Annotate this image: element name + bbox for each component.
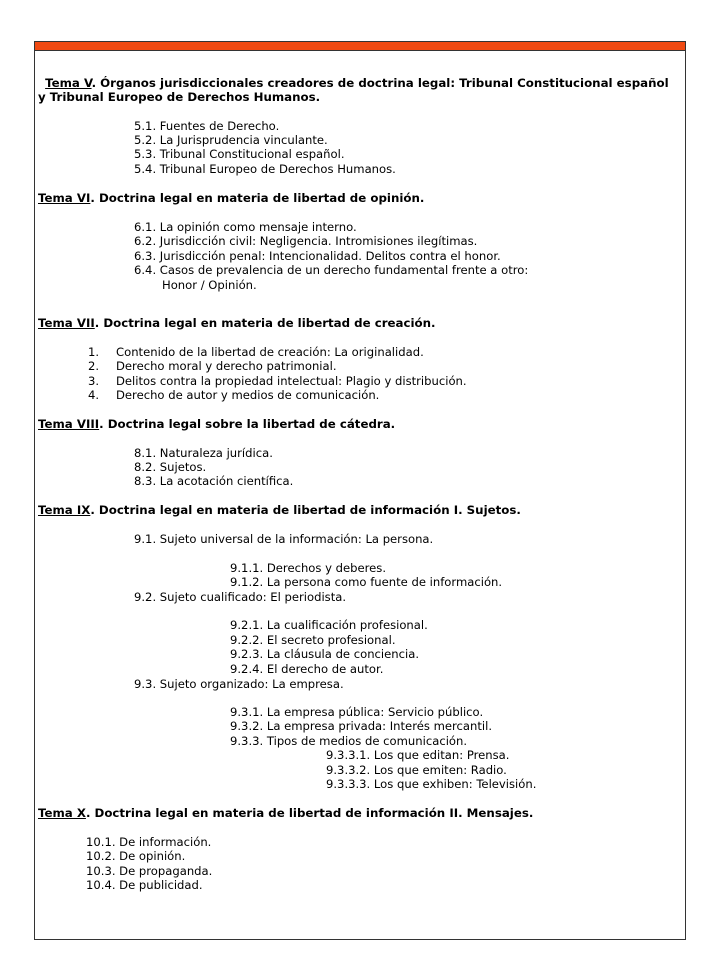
header-color-bar [35,42,685,51]
list-item: 8.2. Sujetos. [134,460,207,474]
list-item: 5.2. La Jurisprudencia vinculante. [134,133,328,147]
list-item: 9.1. Sujeto universal de la información: La persona. [134,532,434,546]
list-item: 9.2.2. El secreto profesional. [230,633,396,647]
list-item: 9.3.2. La empresa privada: Interés mercantil. [230,719,493,733]
tema-x-label: Tema X [38,806,86,820]
list-item: 9.3.3.2. Los que emiten: Radio. [326,763,507,777]
tema-ix-heading [38,503,521,517]
tema-vi-title: . Doctrina legal en materia de libertad de opinión. [90,191,425,205]
tema-ix-label: Tema IX [38,503,91,517]
list-item: 9.2.1. La cualificación profesional. [230,618,428,632]
document-frame [34,41,686,940]
list-item: 10.3. De propaganda. [86,864,213,878]
list-item: 9.2. Sujeto cualificado: El periodista. [134,590,347,604]
tema-viii-title: . Doctrina legal sobre la libertad de cátedra. [99,417,396,431]
list-item: 10.4. De publicidad. [86,878,203,892]
tema-viii-label: Tema VIII [38,417,100,431]
list-item: 5.3. Tribunal Constitucional español. [134,147,345,161]
list-item: Delitos contra la propiedad intelectual: Plagio y distribución. [116,374,467,388]
tema-vi-label: Tema VI [38,191,91,205]
list-item: 10.1. De información. [86,835,212,849]
list-item: 5.4. Tribunal Europeo de Derechos Humanos. [134,162,396,176]
tema-viii-heading [38,417,395,431]
tema-vi-heading [38,191,424,205]
tema-ix-title: . Doctrina legal en materia de libertad de información I. Sujetos. [90,503,521,517]
list-number: 4. [88,388,100,402]
tema-v-heading [41,76,669,90]
list-item: 9.1.2. La persona como fuente de información. [230,575,503,589]
list-item: 9.3.3. Tipos de medios de comunicación. [230,734,468,748]
tema-x-heading [38,806,533,820]
list-item: Derecho de autor y medios de comunicación. [116,388,380,402]
list-item: Derecho moral y derecho patrimonial. [116,359,337,373]
list-item: 9.3.3.1. Los que editan: Prensa. [326,748,510,762]
tema-vii-heading [38,316,436,330]
list-item: 10.2. De opinión. [86,849,186,863]
tema-v-title-line2: y Tribunal Europeo de Derechos Humanos. [38,90,321,104]
tema-v-label: Tema V [45,76,92,90]
tema-v-title-line1: . Órganos jurisdiccionales creadores de doctrina legal: Tribunal Constitucional español [91,76,669,90]
list-number: 3. [88,374,100,388]
list-item: 5.1. Fuentes de Derecho. [134,119,280,133]
list-item: 9.1.1. Derechos y deberes. [230,561,387,575]
list-item: 9.2.4. El derecho de autor. [230,662,384,676]
list-item: 6.1. La opinión como mensaje interno. [134,220,357,234]
list-item: 8.3. La acotación científica. [134,474,294,488]
list-item: 6.4. Casos de prevalencia de un derecho fundamental frente a otro: [134,263,529,277]
list-item: 6.2. Jurisdicción civil: Negligencia. Intromisiones ilegítimas. [134,234,478,248]
list-item: 9.3. Sujeto organizado: La empresa. [134,677,344,691]
tema-x-title: . Doctrina legal en materia de libertad de información II. Mensajes. [85,806,534,820]
tema-vii-label: Tema VII [38,316,95,330]
list-item: 6.3. Jurisdicción penal: Intencionalidad. Delitos contra el honor. [134,249,501,263]
list-item: 9.2.3. La cláusula de conciencia. [230,647,420,661]
list-item: 9.3.3.3. Los que exhiben: Televisión. [326,777,537,791]
tema-vii-title: . Doctrina legal en materia de libertad de creación. [94,316,436,330]
list-item: 9.3.1. La empresa pública: Servicio público. [230,705,484,719]
list-number: 2. [88,359,100,373]
list-number: 1. [88,345,100,359]
list-item: Honor / Opinión. [162,278,257,292]
list-item: Contenido de la libertad de creación: La originalidad. [116,345,424,359]
list-item: 8.1. Naturaleza jurídica. [134,446,273,460]
